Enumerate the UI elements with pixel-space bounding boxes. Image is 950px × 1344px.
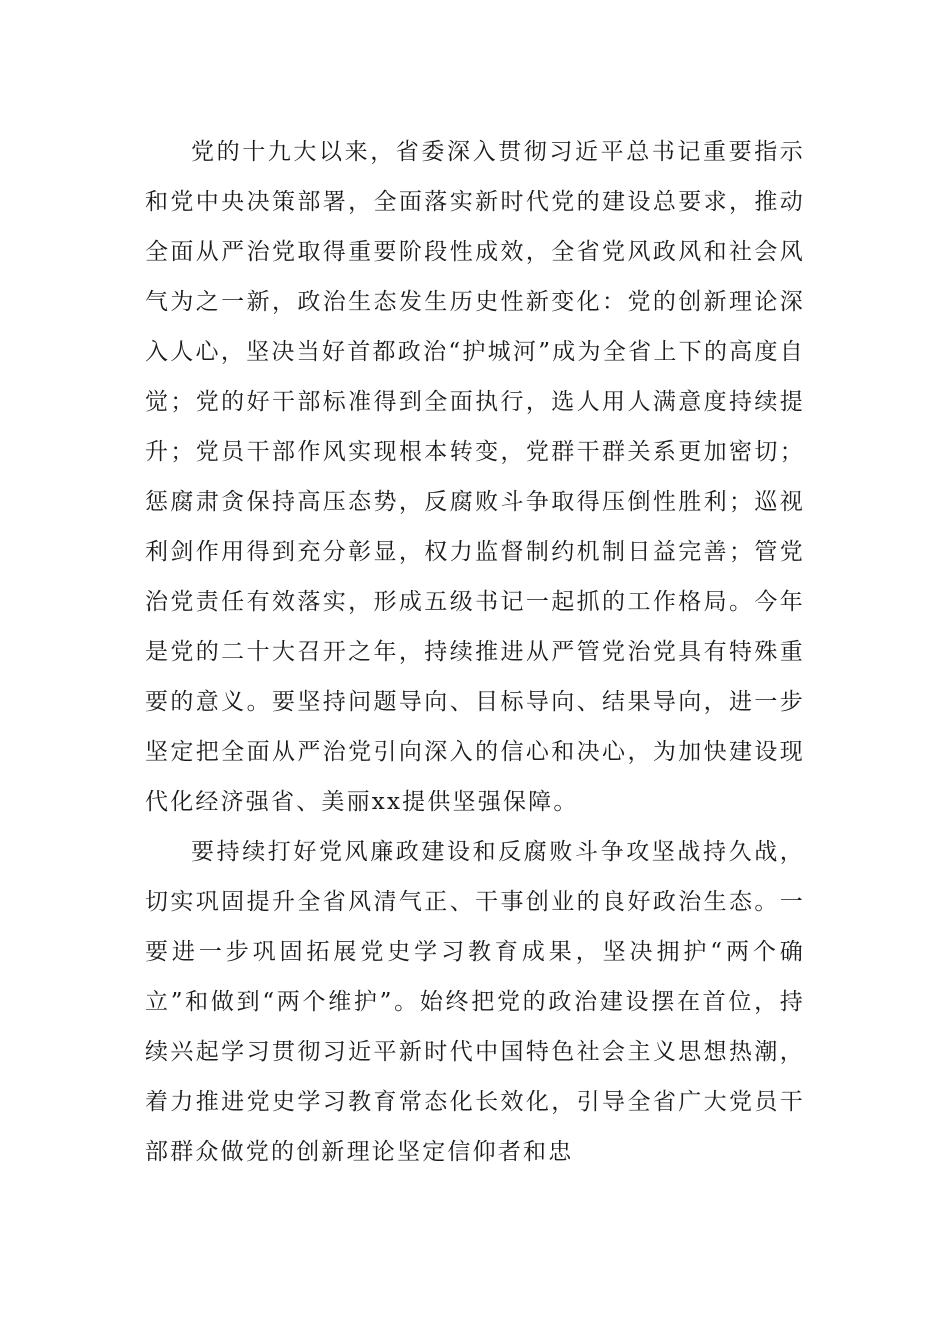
- paragraph-1: 党的十九大以来，省委深入贯彻习近平总书记重要指示和党中央决策部署，全面落实新时代党的建设总要求，推动全面从严治党取得重要阶段性成效，全省党风政风和社会风气为之一新，政治生态发生历史性新变化：党的创新理论深入人心，坚决当好首都政治“护城河”成为全省上下的高度自觉；党的好干部标准得到全面执行，选人用人满意度持续提升；党员干部作风实现根本转变，党群干群关系更加密切；惩腐肃贪保持高压态势，反腐败斗争取得压倒性胜利；巡视利剑作用得到充分彰显，权力监督制约机制日益完善；管党治党责任有效落实，形成五级书记一起抓的工作格局。今年是党的二十大召开之年，持续推进从严管党治党具有特殊重要的意义。要坚持问题导向、目标导向、结果导向，进一步坚定把全面从严治党引向深入的信心和决心，为加快建设现代化经济强省、美丽xx提供坚强保障。: [145, 139, 805, 815]
- paragraph-2: 要持续打好党风廉政建设和反腐败斗争攻坚战持久战，切实巩固提升全省风清气正、干事创业的良好政治生态。一要进一步巩固拓展党史学习教育成果，坚决拥护“两个确立”和做到“两个维护”。始终把党的政治建设摆在首位，持续兴起学习贯彻习近平新时代中国特色社会主义思想热潮，着力推进党史学习教育常态化长效化，引导全省广大党员干部群众做党的创新理论坚定信仰者和忠: [145, 839, 805, 1165]
- document-body: [145, 127, 805, 1177]
